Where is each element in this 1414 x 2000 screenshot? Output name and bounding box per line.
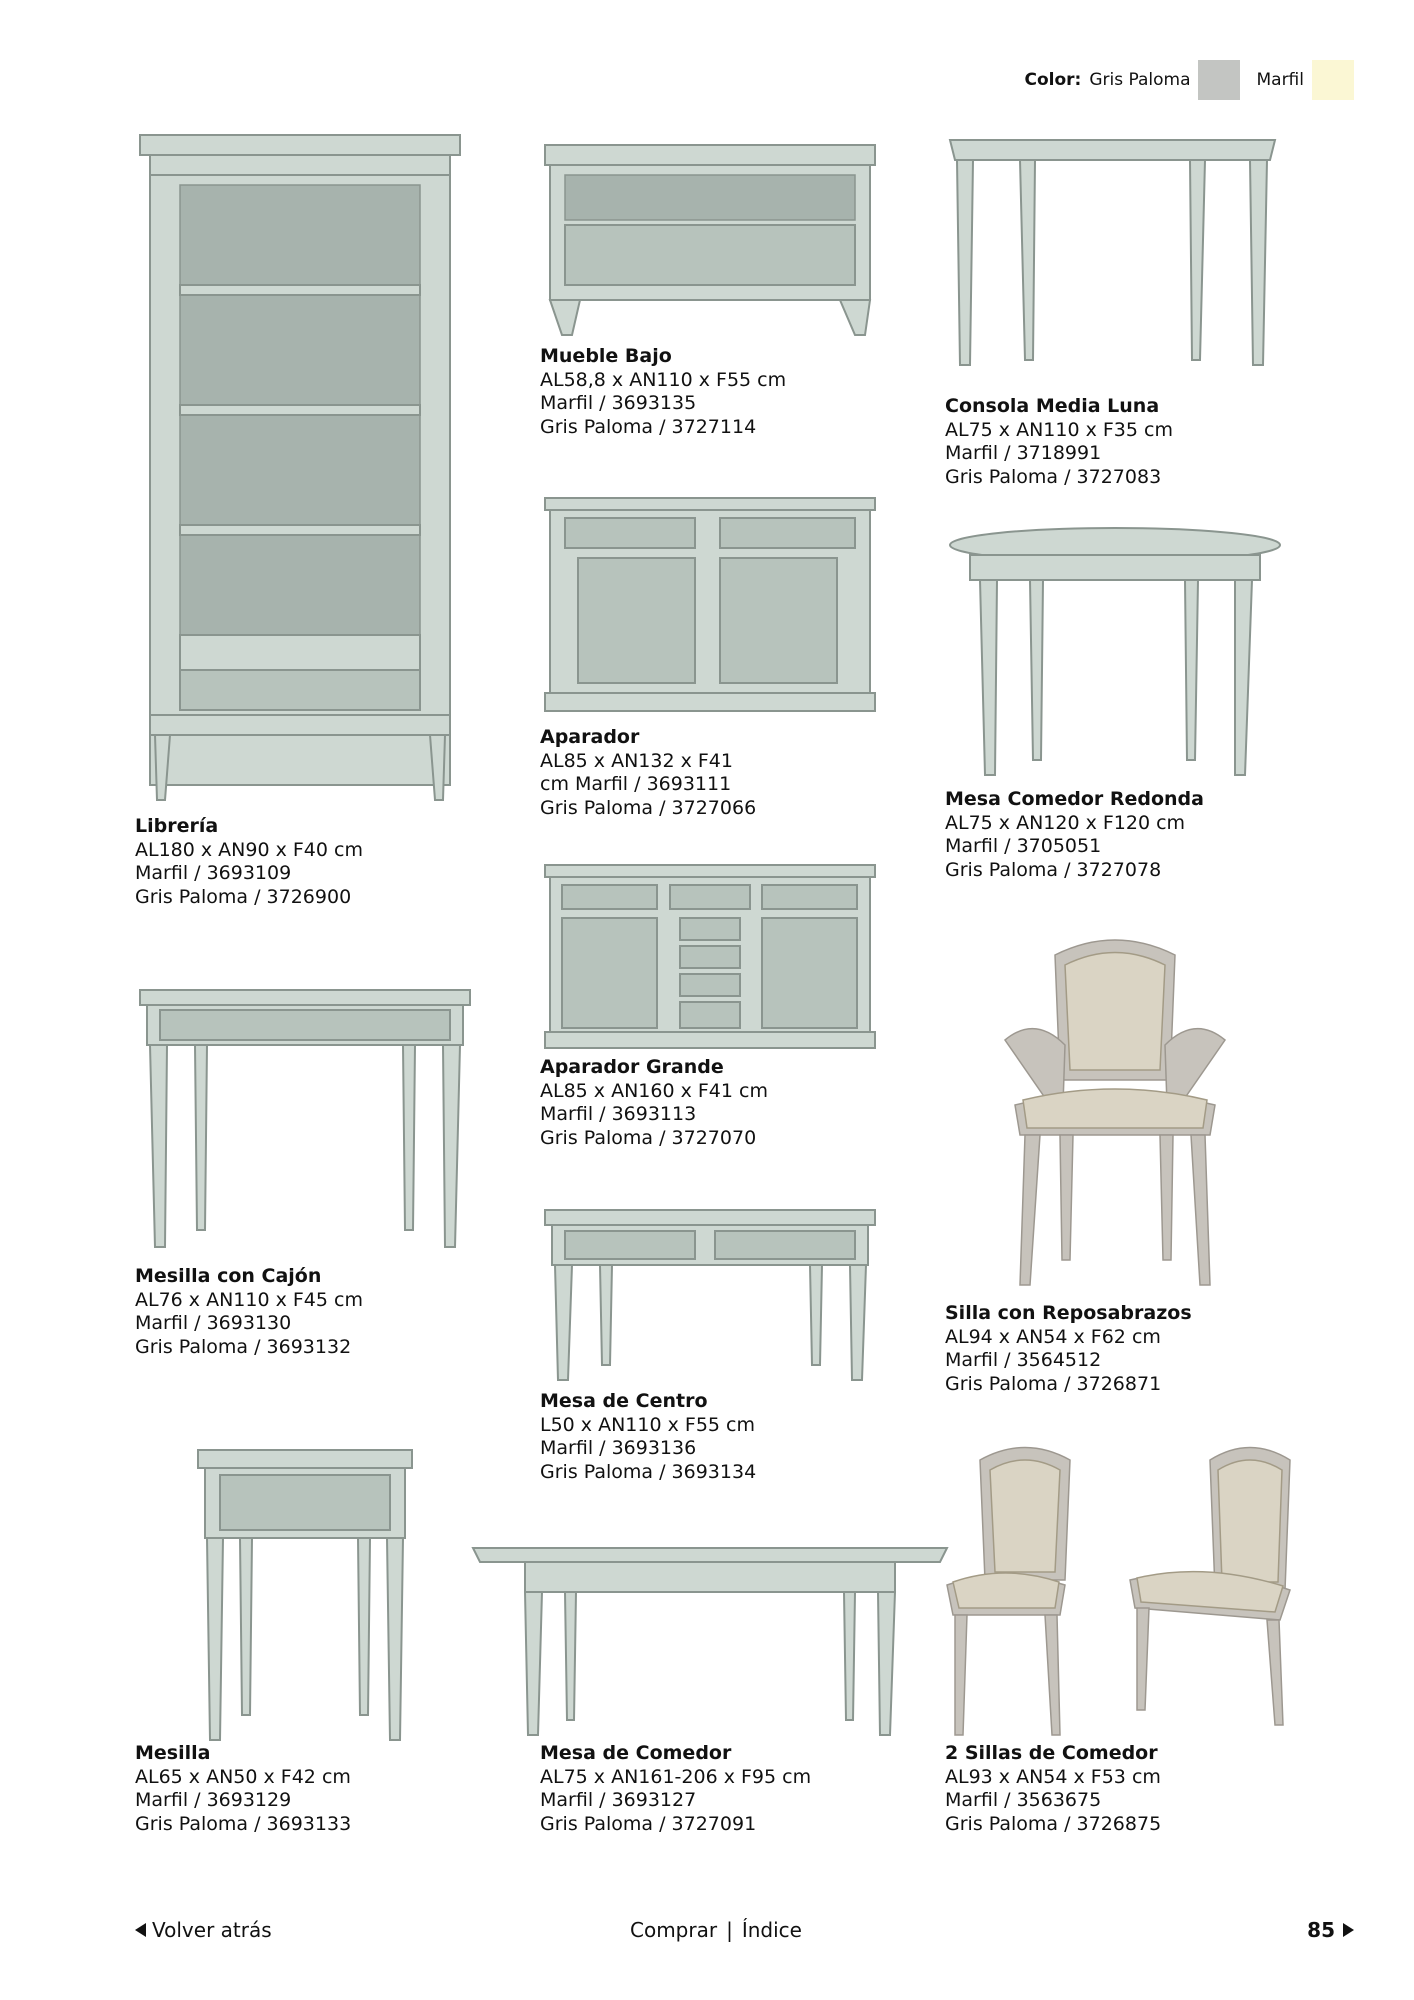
- product-marfil-ref: Marfil / 3564512: [945, 1349, 1102, 1371]
- mesa-comedor-image: [470, 1540, 950, 1740]
- aparador-caption: [540, 726, 756, 820]
- product-marfil-ref: Marfil / 3718991: [945, 442, 1102, 464]
- product-dims: AL58,8 x AN110 x F55 cm: [540, 368, 787, 391]
- product-gris-ref: Gris Paloma / 3693132: [135, 1335, 352, 1358]
- product-name: Mesilla con Cajón: [135, 1265, 322, 1287]
- indice-link[interactable]: Índice: [741, 1918, 802, 1942]
- product-gris-ref: Gris Paloma / 3693134: [540, 1460, 757, 1483]
- sillas-comedor-image: [945, 1440, 1315, 1740]
- comprar-link[interactable]: Comprar: [630, 1918, 718, 1942]
- product-gris-ref: Gris Paloma / 3727078: [945, 858, 1162, 881]
- product-gris-ref: Gris Paloma / 3693133: [135, 1812, 352, 1835]
- libreria-image: [135, 130, 465, 805]
- product-marfil-ref: Marfil / 3693113: [540, 1103, 697, 1125]
- color-label: Color:: [1024, 70, 1082, 90]
- product-dims: AL85 x AN132 x F41: [540, 749, 733, 772]
- product-marfil-ref: Marfil / 3693130: [135, 1312, 292, 1334]
- aparador-grande-caption: [540, 1056, 768, 1150]
- product-dims: AL93 x AN54 x F53 cm: [945, 1765, 1161, 1788]
- mueble-bajo-image: [540, 140, 880, 340]
- footer-nav: [630, 1918, 802, 1942]
- product-marfil-ref: cm Marfil / 3693111: [540, 773, 732, 795]
- sillas-comedor-caption: [945, 1742, 1161, 1836]
- nav-separator: |: [726, 1918, 733, 1942]
- product-gris-ref: Gris Paloma / 3726871: [945, 1372, 1162, 1395]
- product-dims: AL76 x AN110 x F45 cm: [135, 1288, 363, 1311]
- product-marfil-ref: Marfil / 3563675: [945, 1789, 1102, 1811]
- aparador-image: [540, 493, 880, 718]
- product-name: Mesa de Comedor: [540, 1742, 732, 1764]
- arrow-right-icon: [1343, 1923, 1354, 1937]
- consola-caption: [945, 395, 1173, 489]
- marfil-swatch: [1312, 60, 1354, 100]
- product-name: Mueble Bajo: [540, 345, 672, 367]
- product-marfil-ref: Marfil / 3693109: [135, 862, 292, 884]
- product-name: Mesa Comedor Redonda: [945, 788, 1204, 810]
- product-gris-ref: Gris Paloma / 3727091: [540, 1812, 757, 1835]
- product-marfil-ref: Marfil / 3693135: [540, 392, 697, 414]
- mesilla-image: [195, 1445, 415, 1745]
- product-name: Silla con Reposabrazos: [945, 1302, 1192, 1324]
- page-number[interactable]: [1307, 1918, 1354, 1942]
- product-name: Aparador: [540, 726, 640, 748]
- consola-image: [945, 135, 1280, 370]
- product-marfil-ref: Marfil / 3693127: [540, 1789, 697, 1811]
- mesa-redonda-image: [945, 525, 1285, 780]
- product-gris-ref: Gris Paloma / 3726900: [135, 885, 352, 908]
- marfil-label: Marfil: [1256, 70, 1304, 90]
- product-gris-ref: Gris Paloma / 3727083: [945, 465, 1162, 488]
- mesilla-caption: [135, 1742, 351, 1836]
- aparador-grande-image: [540, 860, 880, 1055]
- mueble-bajo-caption: [540, 345, 786, 439]
- mesa-centro-image: [540, 1205, 880, 1385]
- gris-label: Gris Paloma: [1089, 70, 1191, 90]
- silla-reposabrazos-caption: [945, 1302, 1192, 1396]
- product-gris-ref: Gris Paloma / 3727114: [540, 415, 757, 438]
- mesa-comedor-caption: [540, 1742, 811, 1836]
- silla-reposabrazos-image: [995, 930, 1235, 1290]
- product-marfil-ref: Marfil / 3693136: [540, 1437, 697, 1459]
- product-dims: AL94 x AN54 x F62 cm: [945, 1325, 1161, 1348]
- product-dims: L50 x AN110 x F55 cm: [540, 1413, 755, 1436]
- back-link[interactable]: [135, 1918, 272, 1942]
- product-name: Librería: [135, 815, 219, 837]
- libreria-caption: [135, 815, 363, 909]
- product-gris-ref: Gris Paloma / 3727070: [540, 1126, 757, 1149]
- product-dims: AL180 x AN90 x F40 cm: [135, 838, 363, 861]
- mesilla-cajon-caption: [135, 1265, 363, 1359]
- product-name: Consola Media Luna: [945, 395, 1160, 417]
- product-gris-ref: Gris Paloma / 3726875: [945, 1812, 1162, 1835]
- product-dims: AL75 x AN120 x F120 cm: [945, 811, 1186, 834]
- product-marfil-ref: Marfil / 3705051: [945, 835, 1102, 857]
- product-dims: AL75 x AN110 x F35 cm: [945, 418, 1173, 441]
- gris-swatch: [1198, 60, 1240, 100]
- product-gris-ref: Gris Paloma / 3727066: [540, 796, 757, 819]
- product-dims: AL85 x AN160 x F41 cm: [540, 1079, 768, 1102]
- arrow-left-icon: [135, 1923, 146, 1937]
- product-name: Mesa de Centro: [540, 1390, 708, 1412]
- product-marfil-ref: Marfil / 3693129: [135, 1789, 292, 1811]
- product-name: Aparador Grande: [540, 1056, 724, 1078]
- product-dims: AL75 x AN161-206 x F95 cm: [540, 1765, 812, 1788]
- back-label: Volver atrás: [152, 1918, 272, 1942]
- mesilla-cajon-image: [135, 985, 475, 1255]
- color-legend: [1024, 60, 1354, 100]
- product-name: Mesilla: [135, 1742, 211, 1764]
- product-dims: AL65 x AN50 x F42 cm: [135, 1765, 351, 1788]
- product-name: 2 Sillas de Comedor: [945, 1742, 1158, 1764]
- page-number-label: 85: [1307, 1918, 1335, 1942]
- mesa-redonda-caption: [945, 788, 1204, 882]
- mesa-centro-caption: [540, 1390, 756, 1484]
